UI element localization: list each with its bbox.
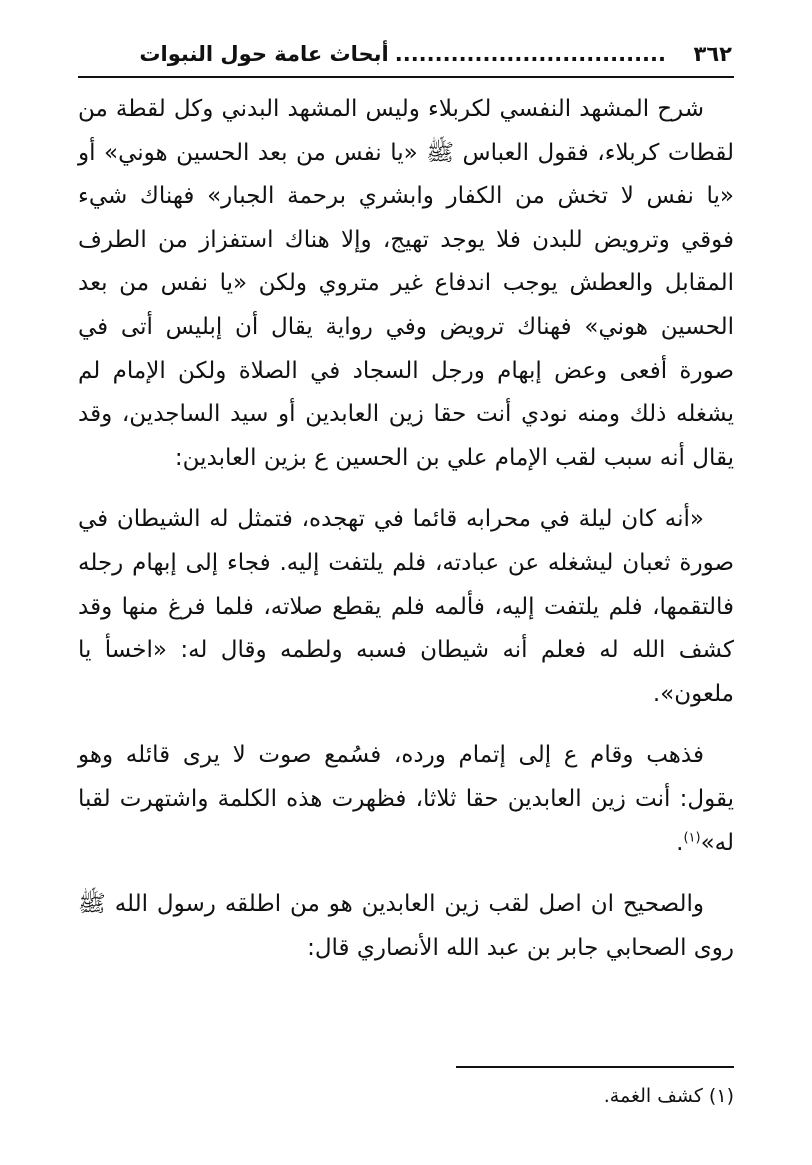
page-number: ٣٦٢	[693, 42, 732, 66]
paragraph-3-text: فذهب وقام ع إلى إتمام ورده، فسُمع صوت لا يرى قائله وهو يقول: أنت زين العابدين حقا ثلاثا، فظهرت هذه الكلمة واشتهرت لقبا له»	[78, 742, 734, 856]
paragraph-1: شرح المشهد النفسي لكربلاء وليس المشهد البدني وكل لقطة من لقطات كربلاء، فقول العباس ﷺ «يا نفس من بعد الحسين هوني» أو «يا نفس لا تخش من الكفار وابشري برحمة الجبار» فهناك شيء فوقي وترويض للبدن فلا يوجد تهيج، وإلا هناك استفزاز من الطرف المقابل والعطش يوجب اندفاع غير متروي ولكن «يا نفس من بعد الحسين هوني» فهناك ترويض وفي رواية يقال أن إبليس أتى في صورة أفعى وعض إبهام ورجل السجاد في الصلاة ولكن الإمام لم يشغله ذلك ومنه نودي أنت حقا زين العابدين أو سيد الساجدين، وقد يقال أنه سبب لقب الإمام علي بن الحسين ع بزين العابدين:	[78, 96, 734, 471]
footnote-reference: (١)	[683, 829, 701, 845]
footnote-divider	[456, 1066, 734, 1068]
body-text	[78, 88, 734, 970]
paragraph-2-quote: «أنه كان ليلة في محرابه قائما في تهجده، فتمثل له الشيطان في صورة ثعبان ليشغله عن عبادته، فلم يلتفت إليه. فجاء إلى إبهام رجله فالتقمها، فلم يلتفت إليه، فألمه فلم يقطع صلاته، فلما فرغ منها وقد كشف الله له فعلم أنه شيطان فسبه ولطمه وقال له: «اخسأ يا ملعون».	[78, 506, 734, 707]
page-header	[78, 36, 734, 78]
footnote: (١) كشف الغمة.	[603, 1085, 734, 1107]
paragraph-3: فذهب وقام ع إلى إتمام ورده، فسُمع صوت لا يرى قائله وهو يقول: أنت زين العابدين حقا ثلاثا، فظهرت هذه الكلمة واشتهرت لقبا له»$^{(١)}$.	[78, 742, 734, 856]
running-title: ..... أبحاث عامة حول النبوات	[139, 42, 666, 66]
paragraph-4: والصحيح ان اصل لقب زين العابدين هو من اطلقه رسول الله ﷺ روى الصحابي جابر بن عبد الله الأنصاري قال:	[78, 891, 734, 961]
